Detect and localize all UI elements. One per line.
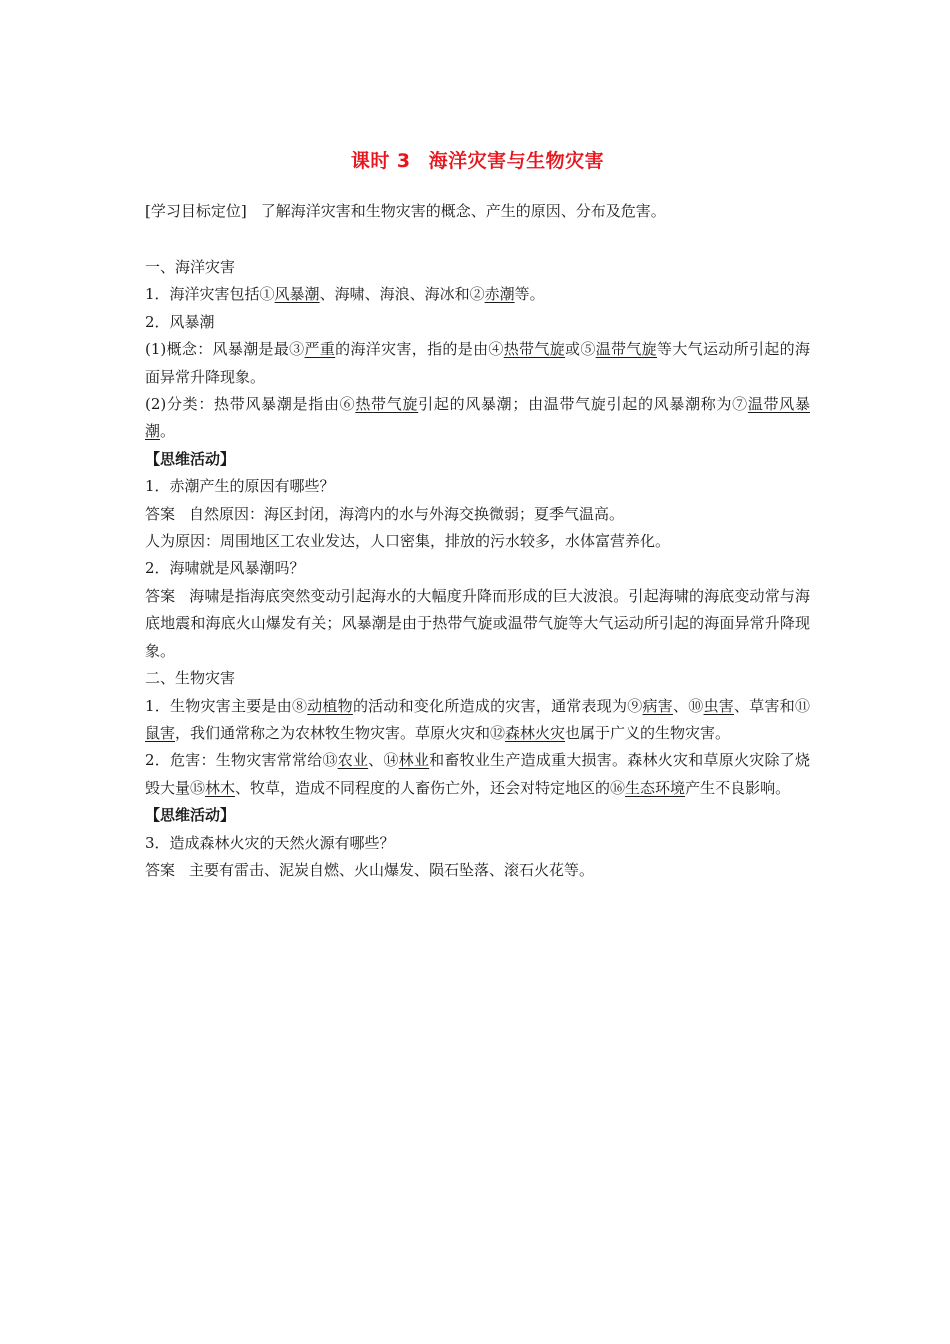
answer-2	[145, 583, 810, 665]
paragraph-storm-surge-concept	[145, 336, 810, 391]
text-run: 1．生物灾害主要是由⑧	[145, 696, 308, 715]
answer-3	[145, 857, 810, 884]
objective-text: 了解海洋灾害和生物灾害的概念、产生的原因、分布及危害。	[260, 202, 666, 220]
answer-tropical-cyclone: 热带气旋	[503, 340, 566, 359]
section-heading-marine: 一、海洋灾害	[145, 258, 236, 276]
text-run: 产生不良影响。	[685, 778, 791, 797]
answer-label: 答案	[145, 860, 176, 879]
text-run: 也属于广义的生物灾害。	[565, 723, 731, 742]
answer-temperate-storm-surge: 温带风暴潮	[145, 395, 810, 441]
answer-insect-pest: 虫害	[703, 696, 734, 715]
question-1: 1．赤潮产生的原因有哪些？	[145, 477, 335, 496]
text-run: 、草害和⑪	[733, 696, 810, 715]
page-title	[145, 146, 810, 173]
answer-text: 自然原因：海区封闭，海湾内的水与外海交换微弱；夏季气温高。	[189, 504, 625, 523]
text-run: 1．海洋灾害包括①	[145, 285, 275, 304]
answer-animals-plants: 动植物	[307, 696, 353, 715]
answer-timber: 林木	[205, 778, 236, 797]
text-run: 的活动和变化所造成的灾害，通常表现为⑨	[352, 696, 643, 715]
text-run: 等大气运动所引起的海面异常升降现象。	[145, 340, 810, 386]
answer-forestry: 林业	[398, 751, 430, 770]
paragraph-storm-surge-types	[145, 391, 810, 446]
text-run: 等。	[514, 285, 545, 304]
paragraph-storm-surge-heading: 2．风暴潮	[145, 312, 215, 331]
question-2: 2．海啸就是风暴潮吗？	[145, 559, 305, 578]
answer-temperate-cyclone: 温带气旋	[595, 340, 658, 359]
answer-red-tide: 赤潮	[484, 285, 515, 304]
answer-disease: 病害	[642, 696, 674, 715]
answer-forest-fire: 森林火灾	[505, 723, 566, 742]
text-run: ，我们通常称之为农林牧生物灾害。草原火灾和⑫	[175, 723, 506, 742]
main-content	[145, 254, 810, 884]
answer-text: 主要有雷击、泥炭自燃、火山爆发、陨石坠落、滚石火花等。	[189, 860, 595, 879]
text-run: (2)分类：热带风暴潮是指由⑥	[145, 395, 356, 414]
answer-ecological-environment: 生态环境	[625, 778, 686, 797]
text-run: 或⑤	[565, 340, 596, 359]
text-run: 和畜牧业生产造成重大损害。森林火灾和草原火灾除了烧毁大量⑮	[145, 751, 810, 797]
text-run: 。	[160, 422, 176, 441]
lesson-number: 课时 3	[350, 150, 411, 172]
answer-label: 答案	[145, 504, 176, 523]
paragraph-bio-harm	[145, 747, 810, 802]
paragraph-bio-definition	[145, 693, 810, 748]
answer-1-continued: 人为原因：周围地区工农业发达，人口密集，排放的污水较多，水体富营养化。	[145, 532, 671, 551]
text-run: 、牧草，造成不同程度的人畜伤亡外，还会对特定地区的⑯	[235, 778, 626, 797]
learning-objective	[145, 201, 666, 221]
text-run: 、⑩	[673, 696, 704, 715]
thinking-activity-heading-1: 【思维活动】	[145, 449, 236, 468]
lesson-title: 海洋灾害与生物灾害	[428, 150, 605, 172]
question-3: 3．造成森林火灾的天然火源有哪些？	[145, 833, 395, 852]
text-run: 、海啸、海浪、海冰和②	[319, 285, 485, 304]
answer-tropical-cyclone-2: 热带气旋	[355, 395, 419, 414]
text-run: (1)概念：风暴潮是最③	[145, 340, 305, 359]
objective-label: [学习目标定位]	[145, 202, 247, 220]
answer-serious: 严重	[304, 340, 336, 359]
text-run: 的海洋灾害，指的是由④	[335, 340, 504, 359]
section-heading-bio: 二、生物灾害	[145, 669, 236, 688]
text-run: 引起的风暴潮；由温带气旋引起的风暴潮称为⑦	[418, 395, 748, 414]
answer-storm-surge: 风暴潮	[274, 285, 320, 304]
answer-rodent-pest: 鼠害	[145, 723, 176, 742]
thinking-activity-heading-2: 【思维活动】	[145, 806, 236, 825]
text-run: 2．危害：生物灾害常常给⑬	[145, 751, 338, 770]
answer-text: 海啸是指海底突然变动引起海水的大幅度升降而形成的巨大波浪。引起海啸的海底变动常与海底地震和海底火山爆发有关；风暴潮是由于热带气旋或温带气旋等大气运动所引起的海面异常升降现象。	[145, 586, 810, 660]
answer-label: 答案	[145, 586, 176, 605]
answer-agriculture: 农业	[337, 751, 369, 770]
text-run: 、⑭	[368, 751, 399, 770]
answer-1	[145, 501, 810, 528]
paragraph-marine-types	[145, 281, 810, 308]
